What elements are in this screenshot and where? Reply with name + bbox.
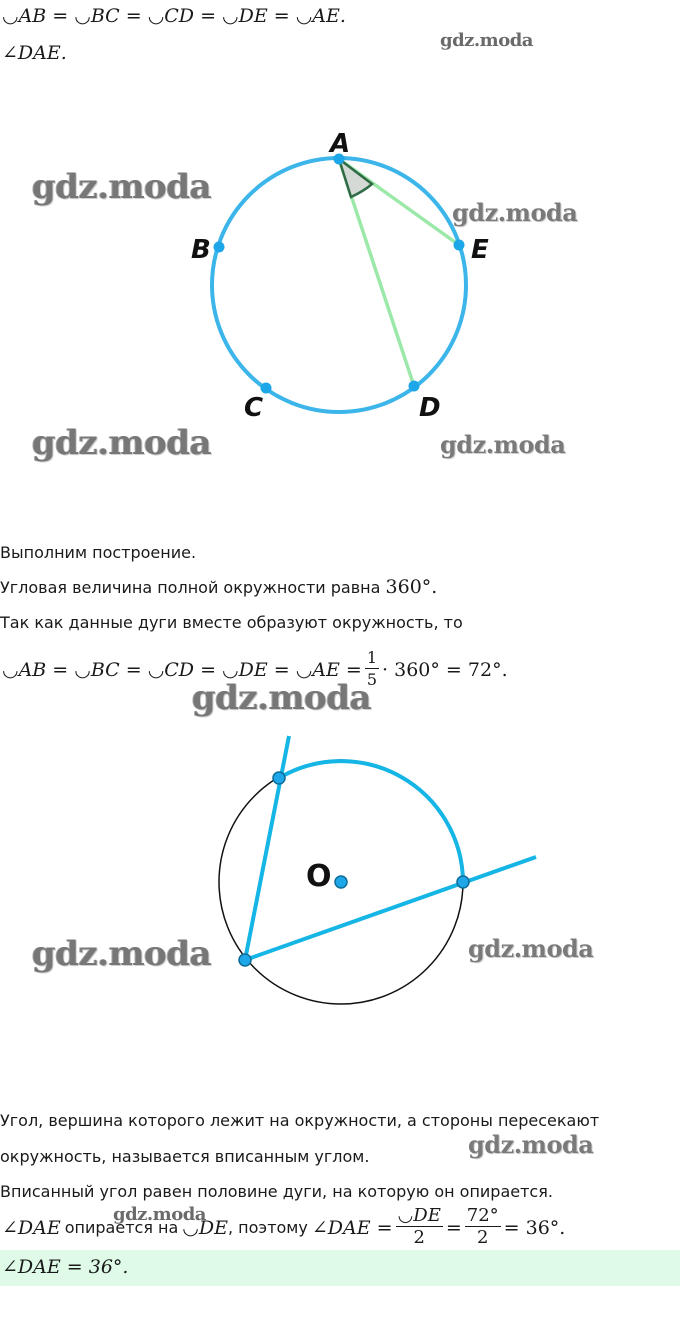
point-e [454,240,465,251]
arc-end-point-2 [457,876,469,888]
answer-text: ∠DAE = 36°. [2,1256,129,1278]
watermark: gdz.moda [32,167,212,207]
explanation-line-1: Угол, вершина которого лежит на окружности, а стороны пересекают [0,1111,600,1130]
point-b [214,242,225,253]
watermark: gdz.moda [440,30,533,51]
fraction-1-denominator: 2 [413,1227,425,1248]
arc-value: · 360° = 72°. [382,658,508,681]
watermark: gdz.moda [468,934,594,963]
watermark: gdz.moda [32,934,212,974]
circle-1 [212,158,466,412]
label-e: E [471,235,489,265]
watermark: gdz.moda [192,678,372,718]
angle-dae-1: ∠DAE [2,1216,61,1239]
watermark: gdz.moda [452,198,578,227]
explanation-line-2: окружность, называется вписанным углом. [0,1147,370,1166]
explanation-line-4 [2,1206,565,1249]
label-c: C [244,393,264,423]
angle-dae-2: ∠DAE = [311,1216,393,1239]
fraction-72-half [465,1206,501,1249]
solution-line-2 [0,576,437,598]
center-point [335,876,347,888]
arc-end-point-1 [273,772,285,784]
watermark: gdz.moda [440,430,566,459]
arc-de: ◡DE [182,1216,228,1239]
solution-line-2-text: Угловая величина полной окружности равна [0,578,381,597]
solution-line-2-math: 360°. [385,576,438,598]
label-b: B [191,235,211,265]
fraction-2-numerator: 72° [466,1205,499,1226]
watermark: gdz.moda [32,423,212,463]
vertex-point [239,954,251,966]
watermark: gdz.moda [113,1204,206,1225]
arcs-equality: ◡AB = ◡BC = ◡CD = ◡DE = ◡AE = [2,658,362,681]
point-c [261,383,272,394]
fraction-denominator: 5 [366,670,378,689]
fraction-numerator: 1 [366,648,378,667]
center-label: O [306,859,332,894]
equals-sign: = [445,1216,462,1239]
label-d: D [419,393,441,423]
solution-line-3: Так как данные дуги вместе образуют окружность, то [0,613,463,632]
explanation-line-3: Вписанный угол равен половине дуги, на которую он опирается. [0,1182,553,1201]
fraction-2-denominator: 2 [476,1227,489,1248]
therefore-text: , поэтому [227,1218,308,1237]
rests-on-text: опирается на [64,1218,179,1237]
label-a: A [330,129,351,159]
result-value: = 36°. [503,1216,566,1239]
solution-line-1: Выполним построение. [0,543,197,562]
point-d [409,381,420,392]
watermark: gdz.moda [468,1130,594,1159]
side-1 [245,736,289,960]
fraction-arc-de-half [396,1206,443,1249]
fraction-1-numerator: ◡DE [397,1205,441,1226]
given-equation: ◡AB = ◡BC = ◡CD = ◡DE = ◡AE. [2,5,346,27]
figure-inscribed-angle [0,720,680,1060]
find-angle: ∠DAE. [2,42,67,64]
